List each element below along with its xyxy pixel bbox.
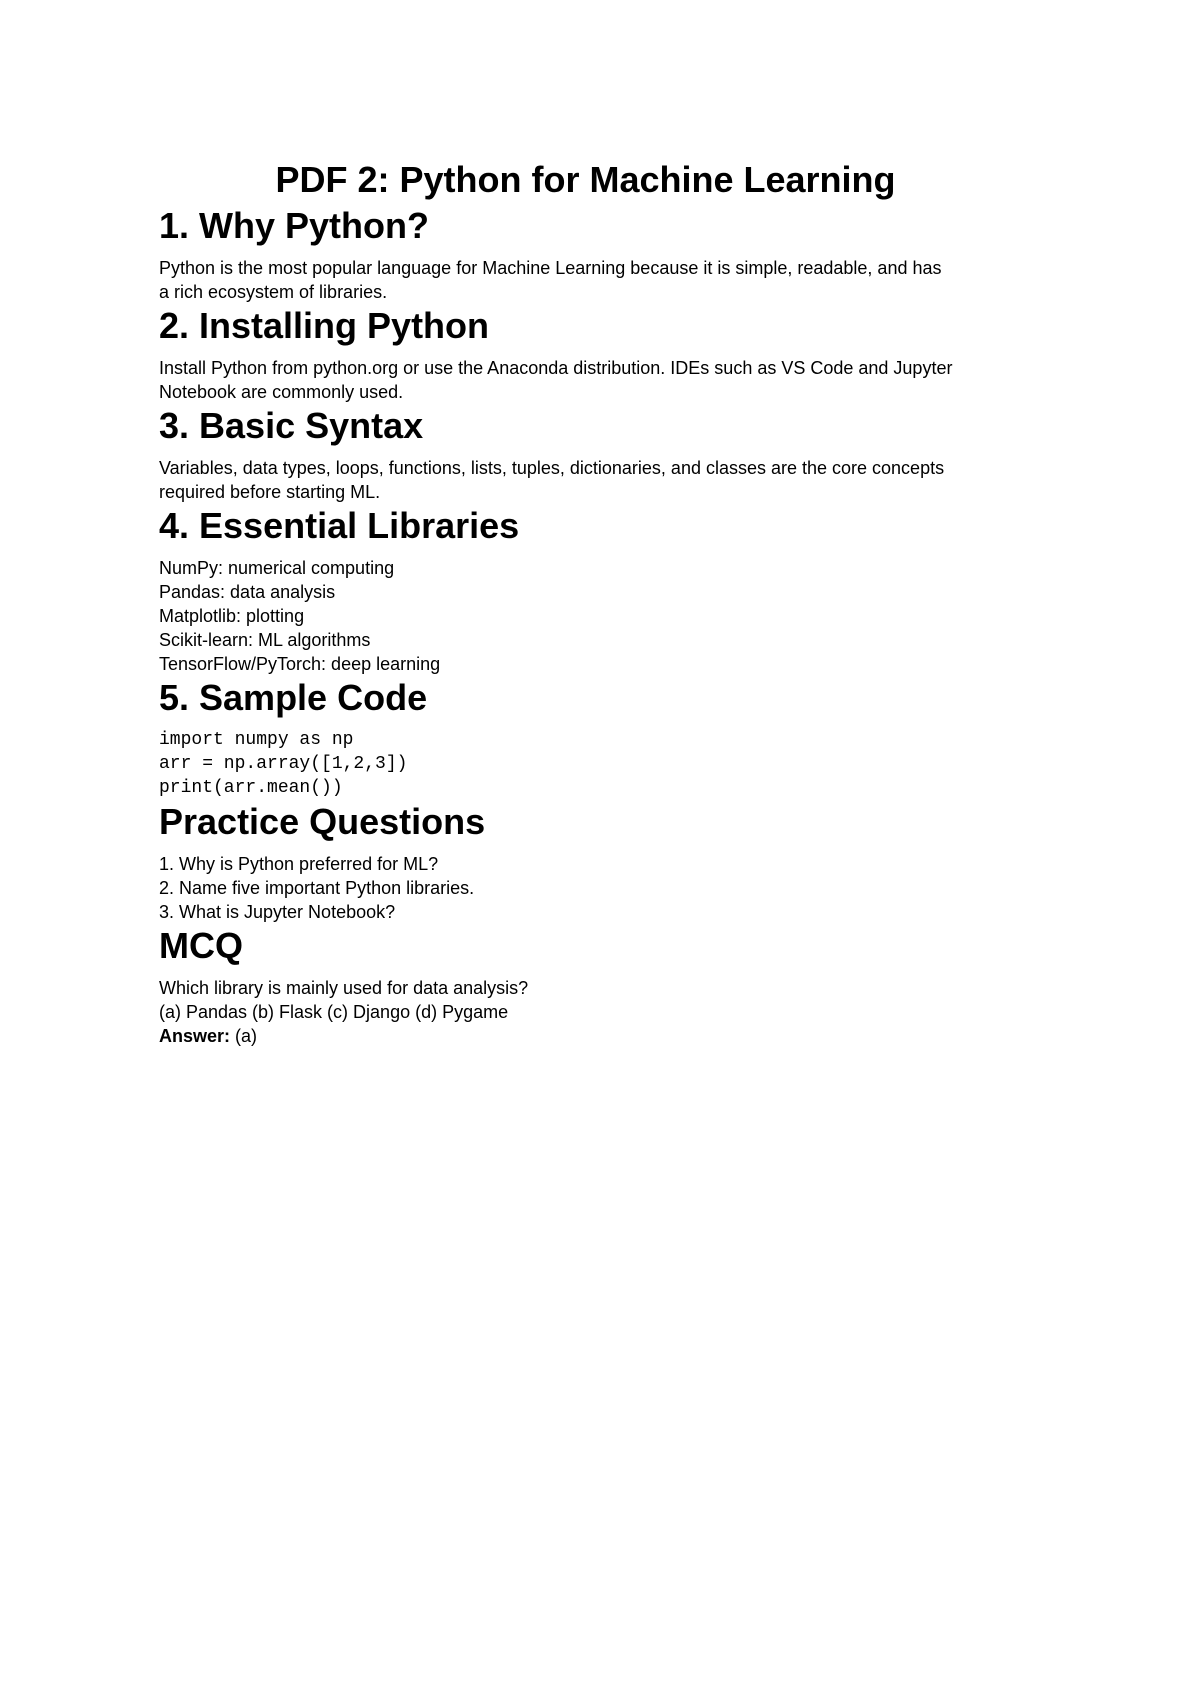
section-basic-syntax: [159, 404, 1059, 504]
section-practice-questions: [159, 800, 1059, 924]
paragraph-line: Python is the most popular language for Machine Learning because it is simple, readable, and has: [159, 258, 942, 278]
paragraph-line: required before starting ML.: [159, 482, 381, 502]
list-item: 3. What is Jupyter Notebook?: [159, 902, 396, 922]
list-item: Matplotlib: plotting: [159, 606, 305, 626]
library-list: [159, 556, 1059, 676]
paragraph-line: Install Python from python.org or use the Anaconda distribution. IDEs such as VS Code and Jupyter: [159, 358, 953, 378]
mcq-options: (a) Pandas (b) Flask (c) Django (d) Pygame: [159, 1002, 509, 1022]
section-heading: 1. Why Python?: [159, 205, 429, 246]
list-item: TensorFlow/PyTorch: deep learning: [159, 654, 441, 674]
question-list: [159, 852, 1059, 924]
list-item: 2. Name five important Python libraries.: [159, 878, 475, 898]
paragraph-line: Notebook are commonly used.: [159, 382, 404, 402]
list-item: 1. Why is Python preferred for ML?: [159, 854, 439, 874]
section-mcq: [159, 924, 1059, 1048]
paragraph-line: a rich ecosystem of libraries.: [159, 282, 388, 302]
code-block: [159, 728, 1059, 800]
code-line: import numpy as np: [159, 730, 354, 750]
section-heading: Practice Questions: [159, 801, 486, 842]
section-why-python: [159, 204, 1059, 304]
list-item: Pandas: data analysis: [159, 582, 336, 602]
section-heading: 5. Sample Code: [159, 677, 428, 718]
mcq-answer: [159, 1024, 1059, 1048]
answer-value: (a): [230, 1026, 258, 1046]
code-line: arr = np.array([1,2,3]): [159, 754, 408, 774]
paragraph-line: Variables, data types, loops, functions, lists, tuples, dictionaries, and classes are the core concepts: [159, 458, 945, 478]
answer-label: Answer:: [159, 1026, 231, 1046]
list-item: NumPy: numerical computing: [159, 558, 395, 578]
mcq-question: Which library is mainly used for data analysis?: [159, 978, 529, 998]
section-heading: 2. Installing Python: [159, 305, 490, 346]
document-content: [159, 158, 1059, 1048]
document-title: PDF 2: Python for Machine Learning: [275, 159, 896, 200]
code-line: print(arr.mean()): [159, 778, 343, 798]
section-installing-python: [159, 304, 1059, 404]
section-heading: 3. Basic Syntax: [159, 405, 424, 446]
section-heading: MCQ: [159, 925, 243, 966]
section-essential-libraries: [159, 504, 1059, 676]
section-sample-code: [159, 676, 1059, 800]
list-item: Scikit-learn: ML algorithms: [159, 630, 371, 650]
section-heading: 4. Essential Libraries: [159, 505, 520, 546]
